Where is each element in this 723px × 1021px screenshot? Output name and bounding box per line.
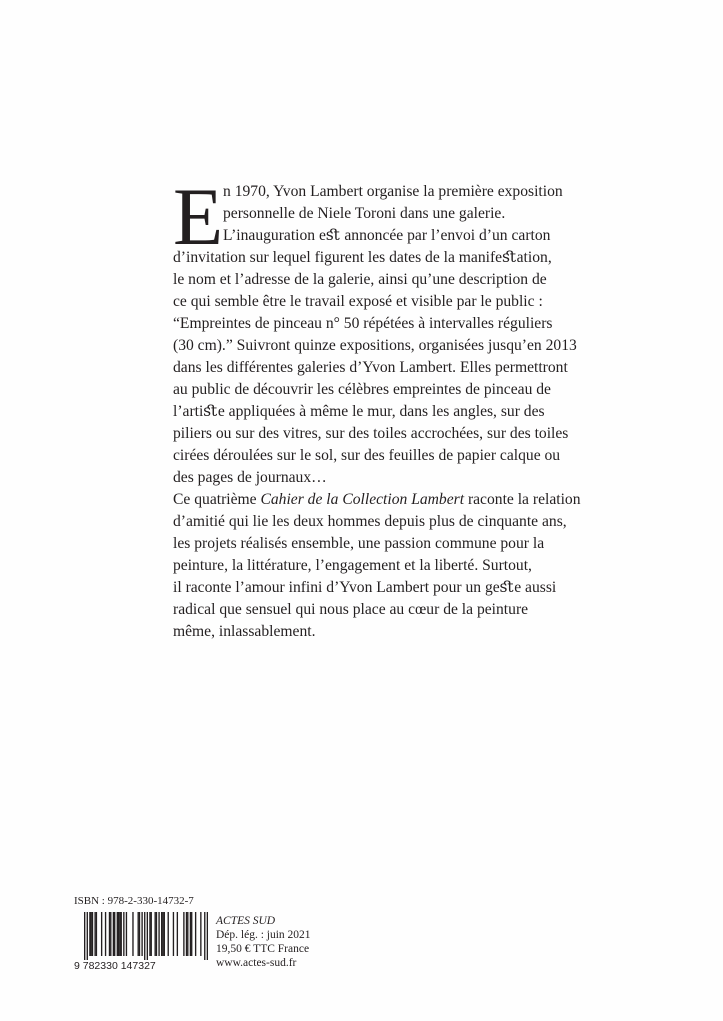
barcode-bar [187, 912, 188, 956]
blurb-line: n 1970, Yvon Lambert organise la première exposition [223, 183, 563, 200]
barcode-bar [118, 912, 119, 956]
blurb-text [173, 181, 581, 643]
barcode-bar [91, 912, 92, 956]
barcode-bar [113, 912, 114, 956]
barcode-bar [84, 912, 85, 960]
barcode-bar [161, 912, 162, 956]
barcode-bar [207, 912, 208, 960]
publisher-info [216, 914, 311, 970]
barcode-bar [96, 912, 97, 956]
barcode-bar [126, 912, 127, 956]
blurb-line: peinture, la littérature, l’engagement et la liberté. Surtout, [173, 557, 532, 574]
blurb-line: même, inlassablement. [173, 623, 316, 640]
barcode-bar [204, 912, 205, 960]
blurb-line: cirées déroulées sur le sol, sur des feuilles de papier calque ou [173, 447, 561, 464]
barcode-bar [109, 912, 110, 956]
barcode-bar [101, 912, 102, 956]
barcode-bar [191, 912, 192, 956]
barcode-bar [173, 912, 174, 956]
barcode-bar [200, 912, 201, 956]
barcode-bar [141, 912, 142, 956]
blurb-line: dans les différentes galeries d’Yvon Lambert. Elles permettront [173, 359, 568, 376]
barcode-bar [186, 912, 187, 956]
barcode-bar [92, 912, 93, 956]
drop-cap-letter: E [173, 171, 224, 262]
barcode-bar [94, 912, 95, 956]
legal-deposit: Dép. lég. : juin 2021 [216, 929, 311, 941]
price: 19,50 € TTC France [216, 943, 310, 955]
para2-start-text: Ce quatrième [173, 491, 261, 508]
publisher-name: ACTES SUD [216, 915, 276, 927]
barcode-bar [151, 912, 152, 956]
blurb-line: “Empreintes de pinceau n° 50 répétées à intervalles réguliers [173, 315, 553, 332]
barcode-bar [183, 912, 184, 956]
barcode-bar [147, 912, 148, 960]
barcode-bar [89, 912, 90, 956]
blurb-line: les projets réalisés ensemble, une passion commune pour la [173, 535, 545, 552]
publisher-website: www.actes-sud.fr [216, 957, 297, 969]
barcode-bar [190, 912, 191, 956]
barcode-bar [195, 912, 196, 956]
barcode-bar [138, 912, 139, 956]
barcode-bar [132, 912, 133, 956]
blurb-line: radical que sensuel qui nous place au cœur de la peinture [173, 601, 529, 618]
barcode-bar [105, 912, 106, 956]
barcode-bar [121, 912, 122, 956]
blurb-line: (30 cm).” Suivront quinze expositions, organisées jusqu’en 2013 [173, 337, 577, 354]
blurb-line: personnelle de Niele Toroni dans une galerie. [223, 205, 506, 222]
barcode-bar [110, 912, 111, 956]
blurb-line: ce qui semble être le travail exposé et visible par le public : [173, 293, 543, 310]
barcode-bar [117, 912, 118, 956]
barcode-bar [156, 912, 157, 956]
barcode-bar [144, 912, 145, 960]
blurb-line: d’invitation sur lequel figurent les dates de la manifeﬆation, [173, 249, 552, 266]
barcode-bar [87, 912, 88, 960]
barcode-bar [168, 912, 169, 956]
blurb-line: L’inauguration eﬆ annoncée par l’envoi d’un carton [223, 227, 551, 244]
blurb-line: l’artiﬆe appliquées à même le mur, dans les angles, sur des [173, 403, 545, 420]
blurb-line: le nom et l’adresse de la galerie, ainsi qu’une description de [173, 271, 547, 288]
barcode-icon [74, 912, 208, 960]
blurb-line: piliers ou sur des vitres, sur des toiles accrochées, sur des toiles [173, 425, 569, 442]
barcode-bar [114, 912, 115, 956]
barcode-digits: 9 782330 147327 [74, 960, 156, 972]
barcode-bar [162, 912, 163, 956]
blurb-line-para2-start [173, 489, 581, 511]
barcode-bar [154, 912, 155, 956]
barcode-bar [139, 912, 140, 956]
barcode-bar [149, 912, 150, 956]
barcode-bar [164, 912, 165, 956]
blurb-line: au public de découvrir les célèbres empreintes de pinceau de [173, 381, 551, 398]
blurb-line: des pages de journaux… [173, 469, 327, 486]
para2-start-end: raconte la relation [464, 491, 581, 508]
blurb-line: il raconte l’amour infini d’Yvon Lambert pour un geﬆe aussi [173, 579, 557, 596]
isbn-label: ISBN : 978-2-330-14732-7 [74, 895, 194, 907]
barcode-bar [123, 912, 124, 956]
blurb-line: d’amitié qui lie les deux hommes depuis plus de cinquante ans, [173, 513, 567, 530]
barcode-bar [158, 912, 159, 956]
collection-title: Cahier de la Collection Lambert [260, 491, 465, 508]
barcode-bar [177, 912, 178, 956]
barcode-bar [119, 912, 120, 956]
